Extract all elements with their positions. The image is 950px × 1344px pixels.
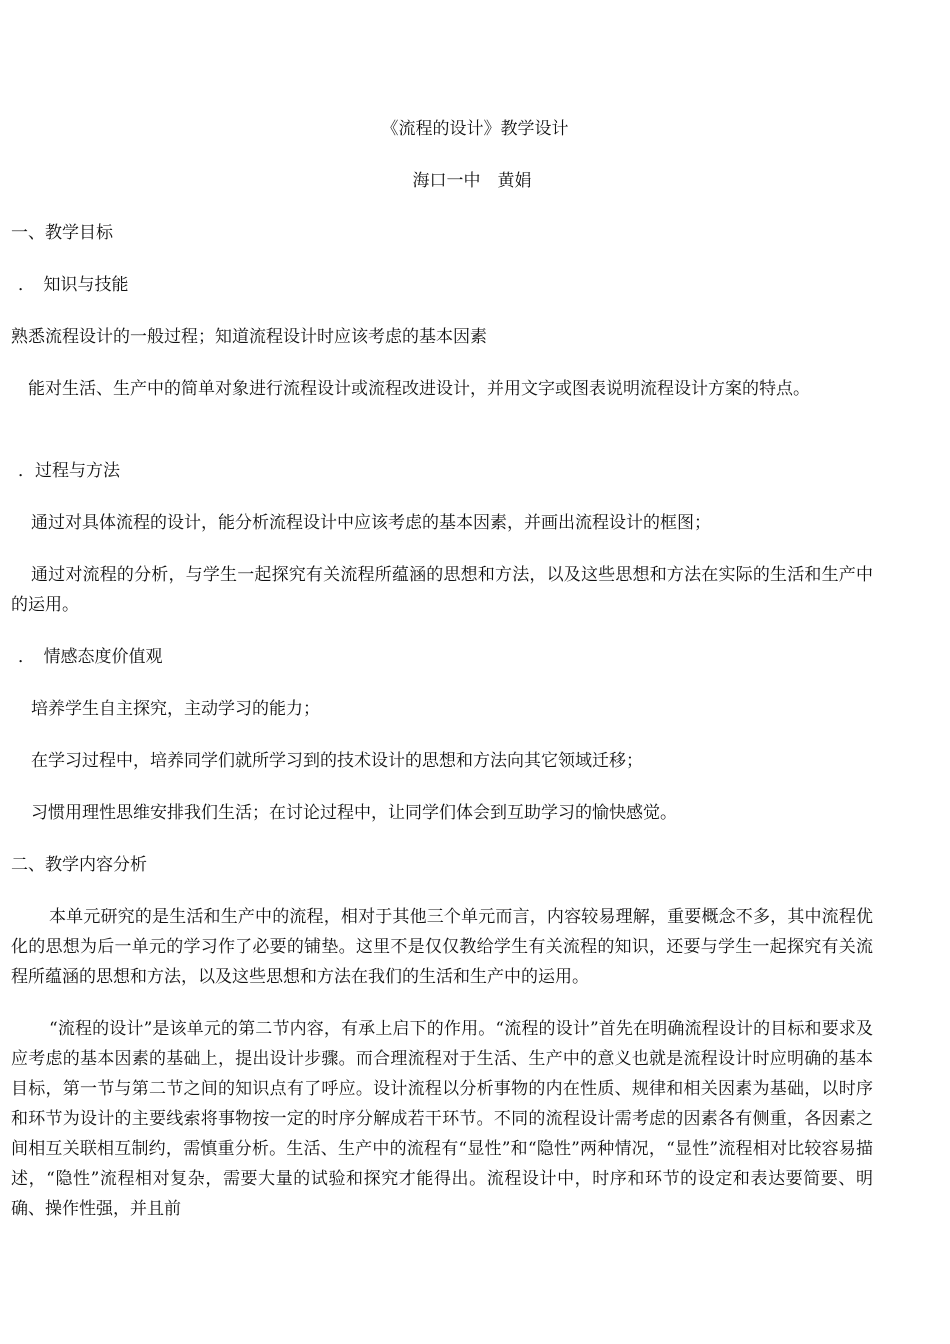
analysis-paragraph: 本单元研究的是生活和生产中的流程，相对于其他三个单元而言，内容较易理解，重要概念不多，其中流程优化的思想为后一单元的学习作了必要的铺垫。这里不是仅仅教给学生有关流程的知识，还要与学生一起探究有关流程所蕴涵的思想和方法，以及这些思想和方法在我们的生活和生产中的运用。 (11, 907, 873, 987)
goal-paragraph: 在学习过程中，培养同学们就所学习到的技术设计的思想和方法向其它领域迁移； (31, 751, 643, 771)
goal-paragraph: 通过对具体流程的设计，能分析流程设计中应该考虑的基本因素，并画出流程设计的框图； (31, 513, 711, 533)
subheading-emotion-values: ． 情感态度价值观 (18, 647, 163, 667)
document-title: 《流程的设计》教学设计 (381, 119, 569, 139)
analysis-paragraph: “流程的设计”是该单元的第二节内容，有承上启下的作用。“流程的设计”首先在明确流程设计的目标和要求及应考虑的基本因素的基础上，提出设计步骤。而合理流程对于生活、生产中的意义也就是流程设计时应明确的基本目标，第一节与第二节之间的知识点有了呼应。设计流程以分析事物的内在性质、规律和相关因素为基础，以时序和环节为设计的主要线索将事物按一定的时序分解成若干环节。不同的流程设计需考虑的因素各有侧重，各因素之间相互关联相互制约，需慎重分析。生活、生产中的流程有“显性”和“隐性”两种情况，“显性”流程相对比较容易描述，“隐性”流程相对复杂，需要大量的试验和探究才能得出。流程设计中，时序和环节的设定和表达要简要、明确、操作性强，并且前 (11, 1019, 873, 1219)
goal-paragraph: 能对生活、生产中的简单对象进行流程设计或流程改进设计，并用文字或图表说明流程设计方案的特点。 (28, 379, 810, 399)
goal-paragraph: 通过对流程的分析，与学生一起探究有关流程所蕴涵的思想和方法，以及这些思想和方法在实际的生活和生产中的运用。 (11, 565, 873, 615)
goal-paragraph: 熟悉流程设计的一般过程；知道流程设计时应该考虑的基本因素 (11, 327, 487, 347)
section-heading-content-analysis: 二、教学内容分析 (11, 855, 147, 875)
goal-paragraph: 培养学生自主探究，主动学习的能力； (31, 699, 320, 719)
goal-paragraph: 习惯用理性思维安排我们生活；在讨论过程中，让同学们体会到互助学习的愉快感觉。 (31, 803, 677, 823)
document-author: 海口一中 黄娟 (412, 171, 532, 191)
subheading-process-method: ．过程与方法 (18, 461, 120, 481)
section-heading-teaching-goals: 一、教学目标 (11, 223, 113, 243)
subheading-knowledge-skills: ． 知识与技能 (18, 275, 129, 295)
